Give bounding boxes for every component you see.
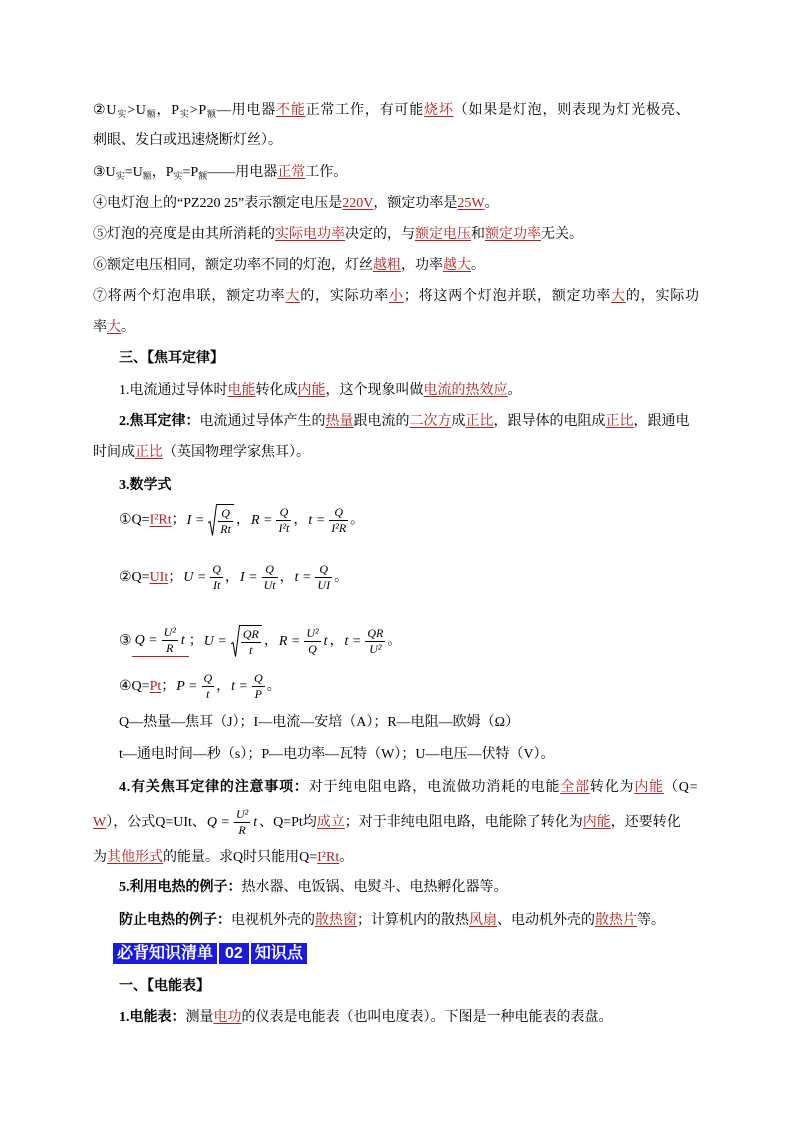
text-run: ， <box>279 570 294 585</box>
answer-blank: 内能 <box>634 780 664 795</box>
text-run: ， <box>263 633 278 649</box>
fraction-denominator: I²R <box>331 521 347 535</box>
fraction <box>329 506 348 535</box>
math-symbol: P = <box>176 679 198 694</box>
math-symbol: U = <box>183 570 207 585</box>
note-item-5-brightness <box>93 220 583 250</box>
answer-blank: 电流的热效应 <box>423 383 508 398</box>
text-run: 、电动机外壳的 <box>497 913 595 928</box>
subscript: 实 <box>115 171 125 181</box>
answer-blank: 25W <box>457 196 485 211</box>
answer-blank: 正常 <box>277 165 306 180</box>
text-run: ④Q= <box>119 679 150 694</box>
bold-label: 3.数学式 <box>119 478 172 493</box>
fraction-numerator: Q <box>329 506 348 521</box>
text-run: 对于纯电阻电路，电流做功消耗的电能 <box>308 780 561 795</box>
text-run: ，跟通电 <box>633 414 690 429</box>
text-run: ——用电器 <box>207 165 278 180</box>
text-run: 热水器、电饭锅、电熨斗、电热孵化器等。 <box>241 880 508 895</box>
fraction <box>210 563 223 592</box>
text-run: 为 <box>93 850 107 865</box>
answer-blank: 电功 <box>213 1010 242 1025</box>
text-run: ，这个现象叫做 <box>325 383 424 398</box>
text-run: ④电灯泡上的“PZ220 25”表示额定电压是 <box>93 196 343 211</box>
fraction-numerator: Q <box>315 563 332 578</box>
text-run: ②Q= <box>119 570 150 585</box>
bold-label: 4.有关焦耳定律的注意事项： <box>119 780 309 795</box>
fraction <box>202 672 215 701</box>
text-run: ，P <box>156 103 180 118</box>
text-run: 的，实际功 <box>625 289 700 304</box>
text-run: 。 <box>484 196 499 211</box>
answer-blank: 风扇 <box>469 913 497 928</box>
text-run: 。 <box>387 633 402 649</box>
math-symbol: U = <box>203 633 227 649</box>
fraction-numerator: Q <box>218 507 233 522</box>
symbol-legend-line-1 <box>119 708 519 738</box>
text-run: 的能量。求Q时只能用Q= <box>163 850 318 865</box>
text-run: t—通电时间—秒（s）；P—电功率—瓦特（W）；U—电压—伏特（V）。 <box>119 747 555 762</box>
text-run: ，跟导体的电阻成 <box>493 414 606 429</box>
text-run: ⑦将两个灯泡串联，额定功率 <box>93 289 286 304</box>
text-run: 等。 <box>637 913 665 928</box>
note-item-3-rated-operation <box>93 158 347 188</box>
fraction-numerator: U² <box>235 807 249 822</box>
fraction-denominator: R <box>238 823 246 838</box>
point-2-continued <box>93 438 310 468</box>
math-symbol: t = <box>231 679 249 694</box>
fraction <box>262 563 278 592</box>
square-root <box>208 504 234 537</box>
text-run: ，额定功率是 <box>373 196 458 211</box>
fraction-denominator: U² <box>369 642 382 656</box>
note-item-2-overvoltage <box>93 96 690 126</box>
text-run: ；计算机内的散热 <box>357 913 469 928</box>
answer-blank: 实际电功率 <box>275 227 345 242</box>
answer-blank: 全部 <box>560 780 590 795</box>
text-run: 电流通过导体产生的 <box>199 414 326 429</box>
answer-blank: 220V <box>342 196 374 211</box>
text-run: 正常工作，有可能 <box>305 103 425 118</box>
text-run: 。 <box>471 258 485 273</box>
answer-blank: 二次方 <box>409 414 452 429</box>
answer-formula <box>132 626 189 657</box>
answer-blank: I²Rt <box>317 850 340 865</box>
text-run: =P <box>182 165 199 180</box>
fraction-denominator: UI <box>317 578 331 593</box>
subscript: 实 <box>179 109 190 119</box>
math-symbol: Q = <box>134 633 158 648</box>
bold-label: 三、【焦耳定律】 <box>119 351 224 366</box>
radicand <box>240 625 262 658</box>
text-run: ①Q= <box>119 512 150 528</box>
text-run: ；将这两个灯泡并联，额定功率 <box>403 289 612 304</box>
answer-blank: 大 <box>107 320 121 335</box>
answer-blank: 散热片 <box>595 913 637 928</box>
answer-blank: 正比 <box>465 414 494 429</box>
text-run: ， <box>216 679 231 694</box>
text-run: —用电器 <box>216 103 277 118</box>
text-run: ； <box>161 679 176 694</box>
formula-line-3 <box>119 625 401 655</box>
text-run: >P <box>189 103 207 118</box>
text-run: ，功率 <box>401 258 443 273</box>
answer-blank: 热量 <box>325 414 354 429</box>
text-run: 电视机外壳的 <box>231 913 315 928</box>
subscript: 实 <box>173 171 183 181</box>
point-5-heat-uses <box>119 873 508 903</box>
fraction <box>304 627 320 656</box>
formula-line-1 <box>119 504 364 534</box>
text-run: 。 <box>334 570 349 585</box>
answer-blank: 电能 <box>227 383 256 398</box>
text-run: 。 <box>350 512 365 528</box>
bold-label: 防止电热的例子： <box>119 913 231 928</box>
fraction-numerator: Q <box>203 671 213 686</box>
text-run: ， <box>224 570 239 585</box>
point-3-heading <box>119 471 172 501</box>
radicand <box>217 504 234 537</box>
fraction <box>315 563 332 592</box>
text-run: 工作。 <box>305 165 348 180</box>
text-run: 刺眼、发白或迅速烧断灯丝）。 <box>93 133 282 148</box>
text-run: 和 <box>471 227 485 242</box>
text-run: 成 <box>451 414 466 429</box>
answer-blank: 内能 <box>297 383 326 398</box>
point-2-joule-law <box>119 407 690 437</box>
answer-blank: 散热窗 <box>315 913 357 928</box>
symbol-legend-line-2 <box>119 740 555 770</box>
answer-blank: Pt <box>149 679 162 694</box>
text-run: 、Q=Pt均 <box>259 815 317 830</box>
fraction-denominator: R <box>166 641 174 656</box>
note-item-7-series-parallel <box>93 282 700 312</box>
fraction-denominator: Q <box>308 642 317 656</box>
text-run: 时间成 <box>93 445 135 460</box>
text-run: 。 <box>266 679 281 694</box>
bold-label: 一、【电能表】 <box>119 979 210 994</box>
text-run: ③ <box>119 633 132 649</box>
knowledge-banner <box>113 943 307 964</box>
answer-blank: 正比 <box>135 445 163 460</box>
fraction-denominator: Ut <box>263 578 276 593</box>
text-run: ， <box>235 512 250 528</box>
text-run: 转化成 <box>255 383 298 398</box>
note-item-2-continued <box>93 126 282 156</box>
answer-blank: 正比 <box>605 414 634 429</box>
fraction-denominator: P <box>254 687 263 702</box>
text-run: ， <box>329 633 344 649</box>
section-heading-joule-law <box>119 344 224 374</box>
point-4-continued-2 <box>93 843 353 873</box>
answer-blank: 越大 <box>443 258 471 273</box>
fraction-numerator: Q <box>276 506 291 521</box>
text-run: ； <box>188 633 203 649</box>
text-run: ； <box>171 512 186 528</box>
text-run: =U <box>124 165 143 180</box>
text-run: ⑤灯泡的亮度是由其所消耗的 <box>93 227 275 242</box>
fraction-numerator: QR <box>367 626 384 640</box>
text-run: 1.电流通过导体时 <box>119 383 228 398</box>
square-root <box>231 625 262 658</box>
fraction <box>252 672 265 701</box>
answer-blank: 内能 <box>582 815 611 830</box>
section-heading-energy-meter <box>119 972 210 1002</box>
text-run: ⑥额定电压相同，额定功率不同的灯泡，灯丝 <box>93 258 373 273</box>
answer-blank: I²Rt <box>149 512 172 528</box>
answer-blank: 其他形式 <box>107 850 163 865</box>
fraction-numerator: Q <box>262 563 278 578</box>
math-symbol: t <box>180 633 185 648</box>
math-symbol: I = <box>239 570 258 585</box>
text-run: ），公式Q=UIt、 <box>106 815 206 830</box>
banner-label: 必背知识清单 <box>113 943 217 964</box>
answer-blank: 额定电压 <box>415 227 471 242</box>
fraction-numerator: QR <box>242 627 259 641</box>
note-item-4-bulb-rating <box>93 189 499 219</box>
point-5-heat-prevention <box>119 906 665 936</box>
text-run: ，还要转化 <box>610 815 681 830</box>
math-symbol: R = <box>278 633 301 649</box>
text-run: 。 <box>507 383 522 398</box>
text-run: 。 <box>339 850 354 865</box>
text-run: 测量 <box>185 1010 214 1025</box>
answer-blank: 大 <box>611 289 626 304</box>
radical-sign-icon <box>231 625 240 658</box>
text-run: 的仪表是电能表（也叫电度表）。下图是一种电能表的表盘。 <box>241 1010 613 1025</box>
subscript: 额 <box>207 109 217 119</box>
text-run: （如果是灯泡，则表现为灯光极亮、 <box>453 103 691 118</box>
math-symbol: I = <box>186 512 205 528</box>
answer-blank: UIt <box>149 570 169 585</box>
text-run: 。 <box>121 320 135 335</box>
subscript: 额 <box>146 109 157 119</box>
answer-blank: 额定功率 <box>485 227 541 242</box>
text-run: ③U <box>93 165 116 180</box>
meter-point-1 <box>119 1003 613 1033</box>
fraction-denominator: I²t <box>278 521 290 535</box>
answer-blank: 不能 <box>276 103 306 118</box>
fraction-denominator: t <box>206 687 210 702</box>
note-item-6-filament <box>93 251 485 281</box>
fraction <box>162 626 178 655</box>
formula-line-4 <box>119 672 281 702</box>
text-run: 转化为 <box>589 780 635 795</box>
fraction <box>241 628 261 657</box>
fraction-numerator: U² <box>306 626 319 640</box>
answer-blank: 大 <box>285 289 301 304</box>
radical-stroke <box>231 626 240 657</box>
text-run: 率 <box>93 320 107 335</box>
fraction-numerator: Q <box>254 671 263 686</box>
text-run: 的，实际功率 <box>300 289 390 304</box>
math-symbol: R = <box>250 512 273 528</box>
fraction-denominator: t <box>249 643 253 657</box>
text-run: ；对于非纯电阻电路，电能除了转化为 <box>344 815 583 830</box>
fraction <box>234 808 250 837</box>
subscript: 实 <box>117 109 128 119</box>
bold-label: 5.利用电热的例子： <box>119 880 242 895</box>
math-symbol: t <box>323 633 328 649</box>
fraction-denominator: It <box>212 578 221 593</box>
answer-blank: W <box>93 815 107 830</box>
fraction <box>365 627 385 656</box>
text-run: ， <box>293 512 308 528</box>
fraction-denominator: Rt <box>220 522 231 536</box>
note-item-7-continued <box>93 313 135 343</box>
text-run: 决定的，与 <box>345 227 415 242</box>
text-run: ，P <box>151 165 174 180</box>
answer-blank: 越粗 <box>373 258 401 273</box>
math-symbol: t = <box>294 570 312 585</box>
radical-stroke <box>208 505 217 536</box>
formula-line-2 <box>119 563 348 593</box>
banner-suffix: 知识点 <box>251 943 307 964</box>
subscript: 额 <box>142 171 152 181</box>
text-run: （Q= <box>663 780 699 795</box>
math-symbol: t = <box>308 512 326 528</box>
math-symbol: t = <box>344 633 362 649</box>
bold-label: 2.焦耳定律： <box>119 414 200 429</box>
fraction-numerator: U² <box>163 625 176 640</box>
radical-sign-icon <box>208 504 217 537</box>
fraction <box>276 506 291 535</box>
fraction <box>218 507 233 536</box>
point-4-continued <box>93 808 681 838</box>
text-run: 跟电流的 <box>353 414 410 429</box>
text-run: ②U <box>93 103 118 118</box>
text-run: ； <box>168 570 183 585</box>
answer-blank: 成立 <box>316 815 345 830</box>
text-run: 无关。 <box>541 227 583 242</box>
subscript: 额 <box>198 171 208 181</box>
text-run: Q—热量—焦耳（J）；I—电流—安培（A）；R—电阻—欧姆（Ω） <box>119 715 520 730</box>
point-1-heating-effect <box>119 376 522 406</box>
text-run: >U <box>127 103 147 118</box>
text-run: （英国物理学家焦耳）。 <box>163 445 310 460</box>
fraction-numerator: Q <box>212 562 221 577</box>
answer-blank: 小 <box>389 289 404 304</box>
banner-number: 02 <box>219 943 249 964</box>
bold-label: 1.电能表： <box>119 1010 186 1025</box>
math-symbol: t <box>253 815 258 830</box>
answer-blank: 烧坏 <box>424 103 454 118</box>
math-symbol: Q = <box>206 815 230 830</box>
point-4-notes <box>119 773 698 803</box>
